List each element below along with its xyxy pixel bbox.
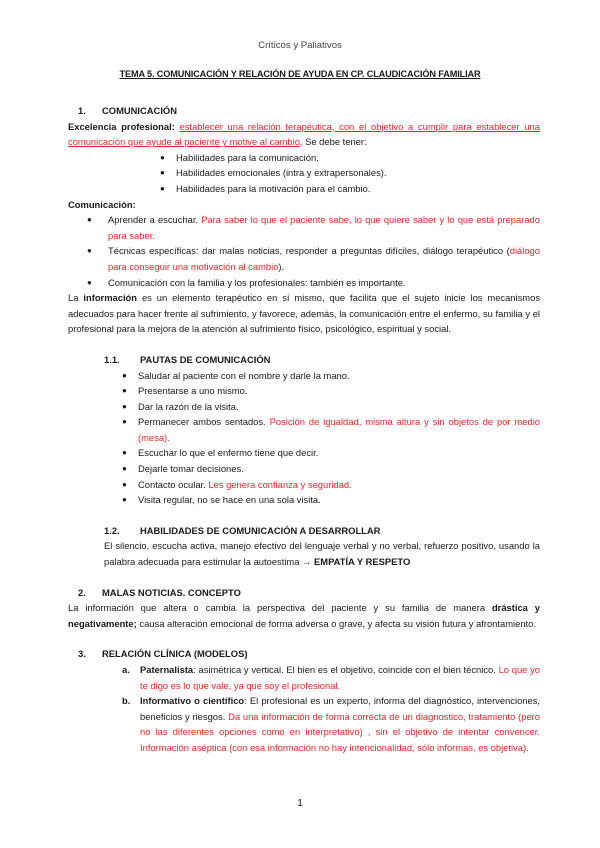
- item-bold: Informativo o científico: [140, 695, 245, 707]
- item-bold: Paternalista: [140, 664, 194, 675]
- information-paragraph: [68, 290, 540, 337]
- section-1-1-heading: [104, 352, 540, 368]
- section-title: PAUTAS DE COMUNICACIÓN: [140, 353, 271, 365]
- list-item: ● Dejarle tomar decisiones.: [122, 461, 540, 477]
- paragraph-bold: EMPATÍA Y RESPETO: [314, 556, 411, 568]
- page-header: Críticos y Paliativos: [258, 40, 342, 51]
- section-title: HABILIDADES DE COMUNICACIÓN A DESARROLLAR: [140, 524, 381, 536]
- list-item: ● Dar la razón de la visita.: [122, 399, 540, 415]
- paragraph-text: La: [68, 292, 79, 304]
- paragraph-text: La información que altera o cambia la perspectiva del paciente y su familia de manera: [68, 602, 486, 614]
- item-highlight: Lo que yo te digo es lo que vale, ya que soy el profesional.: [140, 664, 541, 691]
- item-text: : El profesional es un experto, informa del diagnóstico, intervenciones, beneficios y riesgos.: [140, 695, 541, 722]
- excellence-label: Excelencia profesional:: [68, 120, 175, 132]
- model-paternalist: [122, 662, 540, 693]
- item-highlight: Para saber lo que el paciente sabe, lo que quiere saber y lo que está preparado para saber.: [108, 214, 540, 241]
- paragraph-bold: drástica y negativamente;: [68, 602, 541, 629]
- section-number: 1.2.: [104, 524, 120, 536]
- section-1-heading: [68, 103, 540, 119]
- section-1-2-heading: [104, 523, 540, 539]
- item-highlight: Da una información de forma correcta de un diagnostico, tratamiento (pero no las diferentes opciones como en interpretativo) , sin el objetivo de intentar convencer. Información aséptica (con esa información no hay intencionalidad, sólo informas, es objetiva).: [140, 710, 540, 753]
- list-item: ● Visita regular, no se hace en una sola visita.: [122, 492, 540, 508]
- item-text: : asimétrica y vertical. El bien es el objetivo, coincide con el bien técnico.: [193, 664, 496, 675]
- section-number: 1.: [78, 105, 86, 116]
- skills-list: [68, 150, 540, 197]
- section-title: COMUNICACIÓN: [102, 105, 177, 116]
- item-letter: b.: [122, 695, 131, 707]
- section-title: MALAS NOTICIAS. CONCEPTO: [102, 586, 241, 598]
- guidelines-list: [68, 368, 540, 508]
- bad-news-paragraph: [68, 600, 540, 631]
- item-body: [140, 693, 540, 755]
- item-highlight: Les genera confianza y seguridad.: [208, 478, 352, 490]
- item-text: Aprender a escuchar.: [108, 214, 199, 226]
- list-item: ● Presentarse a uno mismo.: [122, 383, 540, 399]
- section-number: 1.1.: [104, 353, 120, 365]
- document-body: [68, 103, 540, 756]
- item-letter: a.: [122, 664, 130, 675]
- communication-list: [68, 212, 540, 290]
- item-highlight: diálogo para conseguir una motivación al cambio: [108, 245, 540, 272]
- page-number: 1: [297, 797, 303, 809]
- item-text: Técnicas específicas: dar malas noticias, responder a preguntas difíciles, diálogo terapéutico (: [108, 245, 510, 257]
- list-item: ● Escuchar lo que el enfermo tiene que decir.: [122, 445, 540, 461]
- excellence-highlight: establecer una relación terapéutica, con el objetivo a cumplir para establecer una comunicación que ayude al paciente y motive al cambio: [68, 120, 540, 148]
- paragraph-text: El silencio, escucha activa, manejo efectivo del lenguaje verbal y no verbal, refuerzo positivo, usando la palabra adecuada para estimular la autoestima →: [104, 540, 540, 568]
- paragraph-text: es un elemento terapéutico en sí mismo, que facilita que el sujeto inicie los mecanismos adecuados para hacer frente al sufrimiento, y favorece, además, la comunicación entre el enfermo, su familia y el profesional para la mejora de la atención al sufrimiento físico, psicológico, espiritual y social.: [68, 292, 541, 335]
- section-number: 2.: [78, 586, 86, 598]
- paragraph-text: causa alteración emocional de forma adversa o grave, y afecta su visión futura y afrontamiento.: [139, 617, 536, 629]
- list-item: ● Habilidades emocionales (intra y extrapersonales).: [160, 165, 540, 181]
- list-item: ● Habilidades para la comunicación.: [160, 150, 540, 166]
- item-body: [140, 662, 540, 693]
- list-item: ● Comunicación con la familia y los profesionales: también es importante.: [68, 275, 540, 291]
- list-item: [68, 212, 540, 243]
- communication-label-line: [68, 197, 540, 213]
- model-informative: [122, 693, 540, 755]
- list-item: [122, 477, 540, 493]
- item-text-end: ).: [278, 260, 285, 272]
- section-title: RELACIÓN CLÍNICA (MODELOS): [102, 648, 248, 660]
- section-number: 3.: [78, 648, 86, 660]
- item-text: Contacto ocular.: [138, 478, 206, 490]
- document-title: TEMA 5. COMUNICACIÓN Y RELACIÓN DE AYUDA EN CP. CLAUDICACIÓN FAMILIAR: [119, 69, 481, 79]
- list-item: ● Saludar al paciente con el nombre y darle la mano.: [122, 368, 540, 384]
- item-highlight: Posición de igualdad, misma altura y sin objetos de por medio (mesa).: [138, 416, 540, 443]
- list-item: [68, 243, 540, 274]
- excellence-tail: . Se debe tener:: [299, 136, 367, 148]
- skills-paragraph: [104, 538, 540, 569]
- list-item: [122, 414, 540, 445]
- section-3-heading: [68, 646, 540, 662]
- communication-label: Comunicación:: [68, 198, 136, 210]
- excellence-paragraph: [68, 119, 540, 150]
- item-text: Permanecer ambos sentados.: [138, 416, 266, 428]
- section-2-heading: [68, 585, 540, 601]
- paragraph-bold: información: [83, 292, 138, 304]
- list-item: ● Habilidades para la motivación para el cambio.: [160, 181, 540, 197]
